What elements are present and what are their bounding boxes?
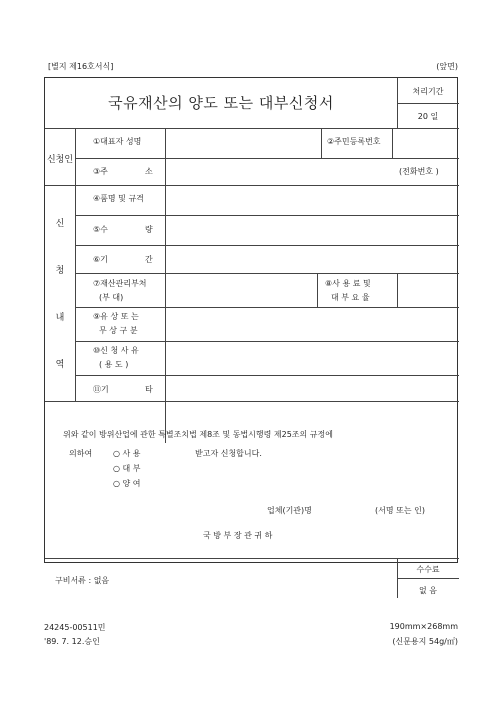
etc-label-a: ⑪기	[93, 385, 109, 394]
etc-label-b: 타	[145, 385, 153, 394]
statement-tail: 받고자 신청합니다.	[195, 449, 262, 458]
reason-label-2: ( 용 도 )	[99, 360, 129, 369]
form-title: 국유재산의 양도 또는 대부신청서	[108, 94, 334, 112]
phone-label: (전화번호 )	[399, 167, 439, 176]
section-char-4: 역	[55, 360, 65, 370]
company-label: 업체(기관)명	[267, 506, 312, 515]
section-char-2: 청	[55, 266, 65, 276]
paper-size: 190mm×268mm	[389, 622, 458, 631]
signature-label: (서명 또는 인)	[375, 506, 425, 515]
option-transfer: ○ 양 여	[113, 479, 141, 488]
reason-label-1: ⑩신 청 사 유	[93, 346, 139, 355]
fee-value: 없 음	[419, 586, 437, 595]
section-char-3: 내	[55, 313, 65, 323]
fee-title: 수수료	[416, 565, 440, 574]
paid-label-2: 무 상 구 분	[99, 326, 138, 335]
statement-line-2: 의하여	[69, 449, 93, 458]
option-lease: ○ 대 부	[113, 464, 141, 473]
processing-value: 20 일	[417, 112, 439, 121]
processing-label: 처리기간	[412, 87, 444, 96]
period-label-a: ⑥기	[93, 255, 108, 264]
fee-label-1: ⑧사 용 료 및	[325, 279, 371, 288]
dept-label-2: (부 대)	[99, 293, 124, 302]
qty-label-a: ⑤수	[93, 225, 108, 234]
address-label-a: ③주	[93, 167, 108, 176]
item-name-label: ④품명 및 규격	[93, 194, 144, 203]
statement-line-1: 위와 같이 방위산업에 관한 특별조치법 제8조 및 동법시행령 제25조의 규정에	[63, 430, 333, 439]
fee-label-2: 대 부 요 율	[331, 293, 370, 302]
application-form	[44, 77, 458, 595]
page-side: (앞면)	[436, 62, 458, 71]
applicant-label: 신청인	[46, 155, 74, 165]
dept-label-1: ⑦재산관리부처	[93, 279, 147, 288]
qty-label-b: 량	[145, 225, 153, 234]
paper-type: (신문용지 54g/㎡)	[392, 637, 458, 646]
section-char-1: 신	[55, 219, 65, 229]
rep-name-label: ①대표자 성명	[93, 137, 142, 146]
option-use: ○ 사 용	[113, 449, 141, 458]
paid-label-1: ⑨유 상 또 는	[93, 312, 139, 321]
required-docs: 구비서류 : 없음	[55, 576, 110, 585]
approval-date: '89. 7. 12.승인	[44, 637, 100, 646]
form-code: 24245-00511민	[44, 623, 106, 632]
address-label-b: 소	[145, 167, 153, 176]
period-label-b: 간	[145, 255, 153, 264]
reg-no-label: ②주민등록번호	[327, 137, 381, 146]
form-number: [별지 제16호서식]	[48, 62, 114, 71]
recipient: 국 방 부 장 관 귀 하	[203, 531, 273, 540]
